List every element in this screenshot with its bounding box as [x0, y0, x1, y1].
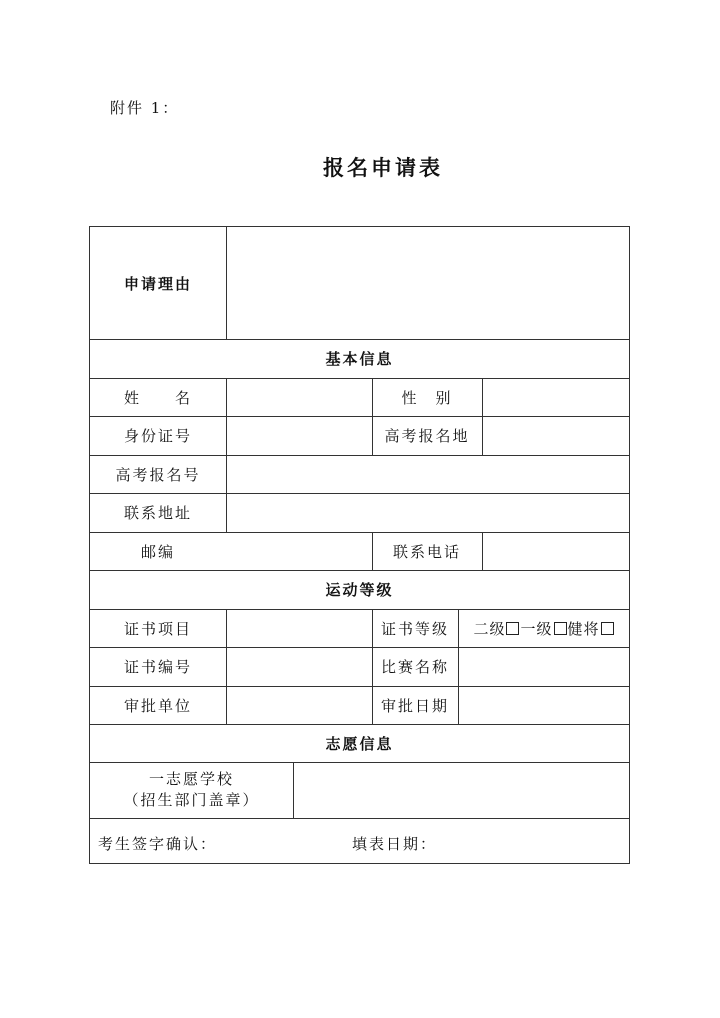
school-label-line2: （招生部门盖章）	[123, 791, 260, 809]
page-title: 报名申请表	[323, 155, 443, 180]
name-label: 姓 名	[123, 388, 192, 407]
section-sport-level: 运动等级	[325, 581, 394, 599]
grade-option-2: 二级	[473, 619, 506, 638]
postcode-field[interactable]	[227, 532, 372, 570]
grade-option-1: 一级	[520, 619, 553, 638]
attachment-label: 附件 1：	[110, 99, 180, 117]
gender-field[interactable]	[483, 378, 629, 416]
name-field[interactable]	[227, 378, 372, 416]
first-choice-school-label	[90, 762, 293, 818]
checkbox-grade-2[interactable]	[506, 622, 519, 635]
cert-item-field[interactable]	[227, 609, 372, 647]
approval-unit-field[interactable]	[227, 686, 372, 724]
school-label-line1: 一志愿学校	[148, 770, 234, 788]
grade-option-master: 健将	[567, 619, 600, 638]
phone-field[interactable]	[483, 532, 629, 570]
cert-number-field[interactable]	[227, 647, 372, 686]
checkbox-grade-1[interactable]	[554, 622, 567, 635]
reason-input-area[interactable]	[227, 227, 629, 339]
checkbox-grade-master[interactable]	[601, 622, 614, 635]
approval-date-field[interactable]	[459, 686, 629, 724]
cert-level-options	[459, 609, 629, 647]
cert-level-label: 证书等级	[380, 619, 449, 638]
id-number-field[interactable]	[227, 416, 372, 455]
cert-number-label: 证书编号	[123, 658, 192, 676]
phone-label: 联系电话	[392, 542, 461, 561]
address-field[interactable]	[227, 493, 629, 532]
exam-place-field[interactable]	[483, 416, 629, 455]
cert-item-label: 证书项目	[123, 619, 192, 638]
address-label: 联系地址	[123, 504, 192, 522]
first-choice-school-field[interactable]	[294, 762, 629, 818]
match-name-label: 比赛名称	[380, 658, 449, 676]
reason-label: 申请理由	[123, 274, 192, 293]
approval-date-label: 审批日期	[380, 696, 449, 715]
section-wish-info: 志愿信息	[325, 734, 394, 753]
match-name-field[interactable]	[459, 647, 629, 686]
signature-label: 考生签字确认：	[98, 835, 218, 853]
approval-unit-label: 审批单位	[123, 696, 192, 715]
exam-place-label: 高考报名地	[384, 427, 470, 445]
gender-label: 性 别	[401, 388, 453, 407]
application-form	[89, 226, 630, 864]
exam-number-field[interactable]	[227, 455, 629, 493]
section-basic-info: 基本信息	[325, 350, 394, 368]
fill-date-label: 填表日期：	[352, 835, 438, 853]
exam-number-label: 高考报名号	[115, 465, 201, 484]
id-number-label: 身份证号	[123, 427, 192, 445]
postcode-label: 邮编	[140, 542, 175, 561]
